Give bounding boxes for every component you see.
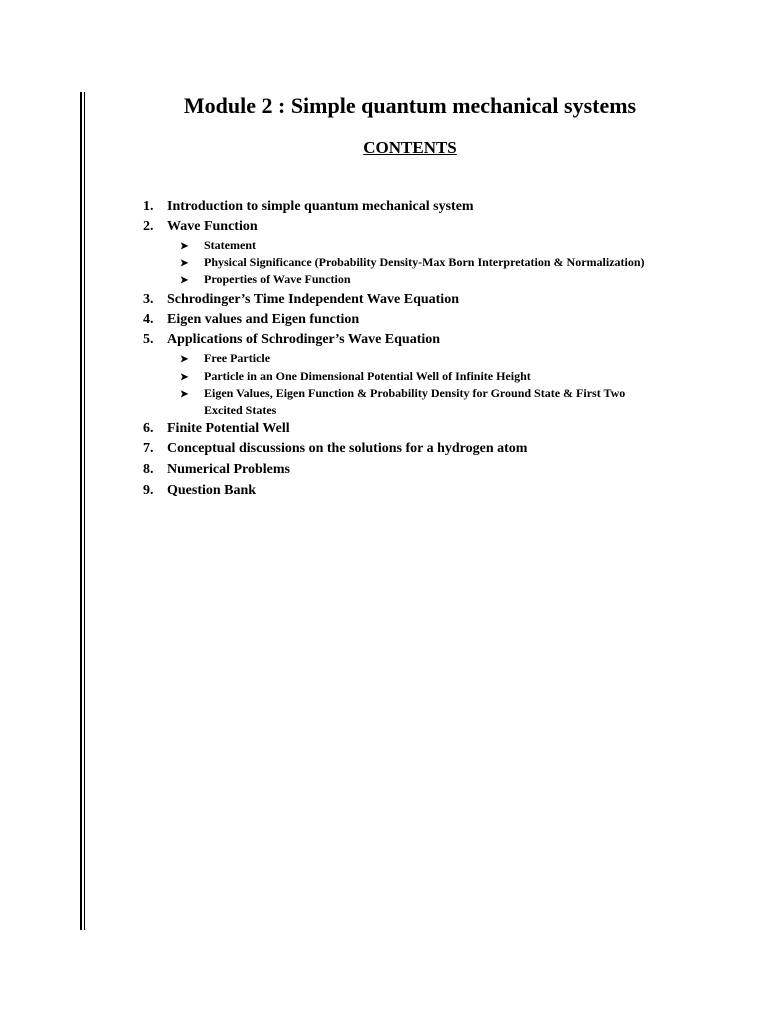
- toc-subitem-text: Physical Significance (Probability Density-Max Born Interpretation & Normalization): [204, 255, 645, 269]
- toc-item-number: 4.: [143, 312, 154, 327]
- contents-heading: CONTENTS: [363, 138, 457, 157]
- toc-item-9: [143, 482, 256, 500]
- toc-item-5: [143, 331, 440, 349]
- toc-item-number: 9.: [143, 483, 154, 498]
- toc-item-text: Applications of Schrodinger’s Wave Equation: [167, 332, 441, 347]
- toc-item-number: 1.: [143, 199, 154, 214]
- arrow-bullet-icon: ➤: [180, 389, 189, 400]
- toc-item-number: 6.: [143, 421, 154, 436]
- toc-item-number: 2.: [143, 219, 154, 234]
- toc-item-6: [143, 420, 290, 438]
- toc-item-text: Finite Potential Well: [167, 421, 290, 436]
- toc-item-text: Wave Function: [167, 219, 258, 234]
- toc-subitem-text: Particle in an One Dimensional Potential Well of Infinite Height: [204, 369, 531, 383]
- toc-subitem: [180, 350, 270, 368]
- toc-subitem: [180, 385, 625, 403]
- toc-item-text: Eigen values and Eigen function: [167, 312, 360, 327]
- toc-subitem-text: Properties of Wave Function: [204, 272, 351, 286]
- toc-item-number: 3.: [143, 292, 154, 307]
- toc-subitem-text: Statement: [204, 238, 256, 252]
- toc-item-text: Conceptual discussions on the solutions for a hydrogen atom: [167, 441, 528, 456]
- toc-item-text: Introduction to simple quantum mechanical system: [167, 199, 474, 214]
- arrow-bullet-icon: ➤: [180, 275, 189, 286]
- toc-item-number: 5.: [143, 332, 154, 347]
- page-title: Module 2 : Simple quantum mechanical systems: [183, 93, 637, 118]
- arrow-bullet-icon: ➤: [180, 372, 189, 383]
- toc-item-text: Question Bank: [167, 483, 257, 498]
- toc-item-4: [143, 311, 359, 329]
- toc-subitem: [180, 271, 351, 289]
- toc-item-text: Numerical Problems: [167, 462, 290, 477]
- toc-item-8: [143, 461, 290, 479]
- toc-item-3: [143, 291, 459, 309]
- toc-subitem-continuation: Excited States: [204, 403, 277, 417]
- toc-subitem: [180, 254, 645, 272]
- arrow-bullet-icon: ➤: [180, 258, 189, 269]
- toc-item-text: Schrodinger’s Time Independent Wave Equation: [167, 292, 459, 307]
- toc-item-2: [143, 218, 258, 236]
- arrow-bullet-icon: ➤: [180, 241, 189, 252]
- toc-subitem: [180, 237, 256, 255]
- toc-item-1: [143, 198, 474, 216]
- toc-item-number: 8.: [143, 462, 154, 477]
- toc-subitem: [180, 368, 531, 386]
- toc-item-7: [143, 440, 527, 458]
- toc-item-number: 7.: [143, 441, 154, 456]
- arrow-bullet-icon: ➤: [180, 354, 189, 365]
- toc-subitem-text: Eigen Values, Eigen Function & Probability Density for Ground State & First Two: [204, 386, 626, 400]
- toc-subitem-text: Free Particle: [204, 351, 271, 365]
